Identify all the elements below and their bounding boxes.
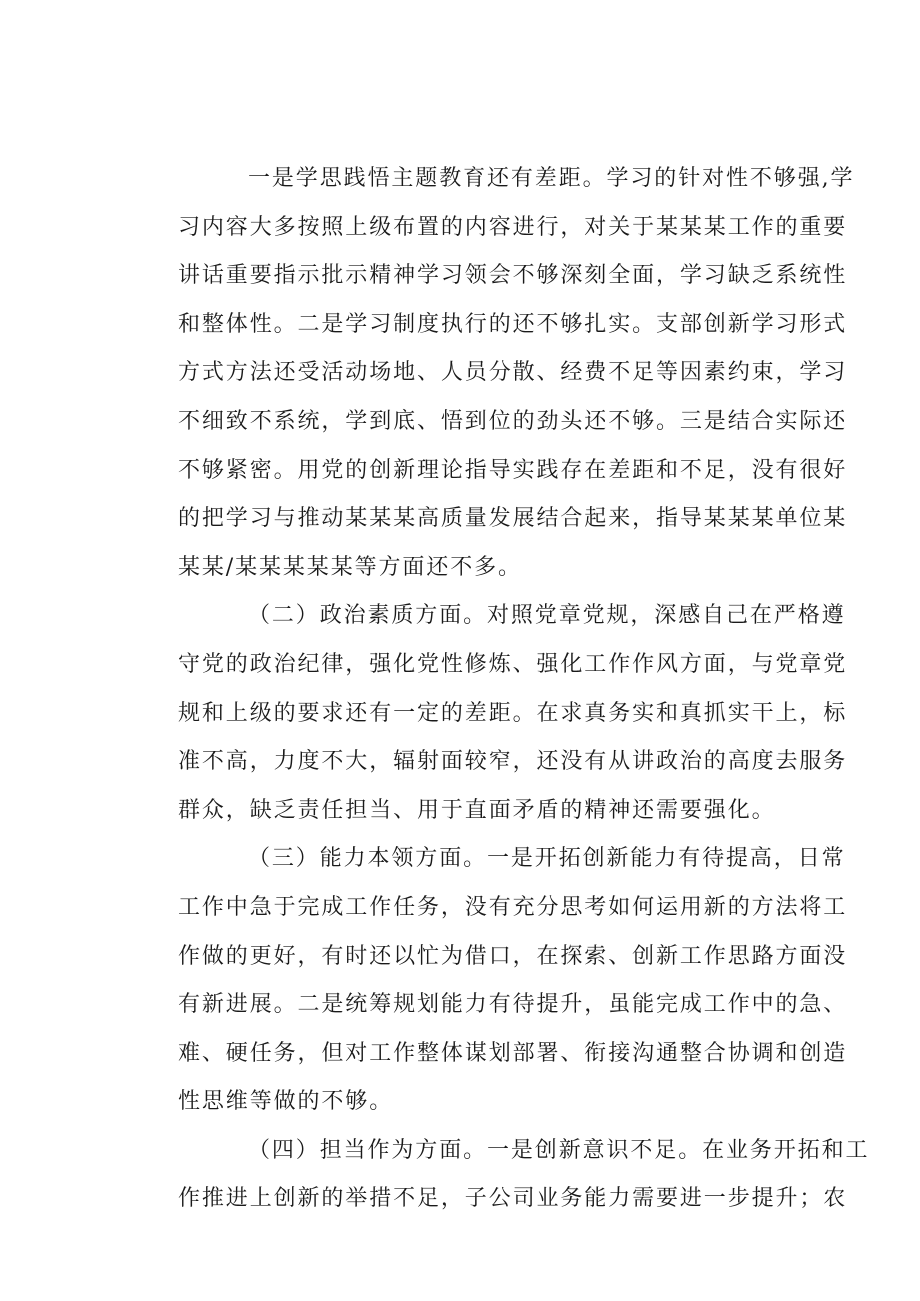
text-line: （二）政治素质方面。对照党章党规，深感自己在严格遵	[248, 603, 846, 629]
text-line: 某某/某某某某某等方面还不多。	[178, 554, 522, 580]
text-line: 和整体性。二是学习制度执行的还不够扎实。支部创新学习形式	[178, 311, 848, 337]
text-line: 难、硬任务，但对工作整体谋划部署、衔接沟通整合协调和创造	[178, 1040, 848, 1066]
text-line: 作推进上创新的举措不足，子公司业务能力需要进一步提升；农	[178, 1186, 848, 1212]
document-body	[134, 155, 870, 1224]
paragraph-ability	[134, 835, 848, 1127]
paragraph-political-quality	[134, 592, 848, 835]
text-line: 工作中急于完成工作任务，没有充分思考如何运用新的方法将工	[178, 894, 848, 920]
text-line: （四）担当作为方面。一是创新意识不足。在业务开拓和工	[248, 1137, 870, 1163]
text-line: 有新进展。二是统筹规划能力有待提升，虽能完成工作中的急、	[178, 992, 848, 1018]
text-line: 守党的政治纪律，强化党性修炼、强化工作作风方面，与党章党	[178, 651, 848, 677]
text-line: （三）能力本领方面。一是开拓创新能力有待提高，日常	[248, 846, 846, 872]
text-line: 群众，缺乏责任担当、用于直面矛盾的精神还需要强化。	[178, 797, 776, 823]
paragraph-study-gap	[134, 155, 855, 592]
text-line: 一是学思践悟主题教育还有差距。学习的针对性不够强,学	[248, 166, 855, 191]
paragraph-responsibility	[134, 1127, 870, 1224]
text-line: 习内容大多按照上级布置的内容进行，对关于某某某工作的重要	[178, 214, 848, 240]
text-line: 性思维等做的不够。	[178, 1089, 394, 1115]
text-line: 讲话重要指示批示精神学习领会不够深刻全面，学习缺乏系统性	[178, 263, 848, 289]
text-line: 规和上级的要求还有一定的差距。在求真务实和真抓实干上，标	[178, 700, 848, 726]
text-line: 不够紧密。用党的创新理论指导实践存在差距和不足，没有很好	[178, 457, 848, 483]
text-line: 方式方法还受活动场地、人员分散、经费不足等因素约束，学习	[178, 360, 848, 386]
text-line: 不细致不系统，学到底、悟到位的劲头还不够。三是结合实际还	[178, 408, 848, 434]
text-line: 作做的更好，有时还以忙为借口，在探索、创新工作思路方面没	[178, 943, 848, 969]
text-line: 的把学习与推动某某某高质量发展结合起来，指导某某某单位某	[178, 506, 848, 532]
text-line: 准不高，力度不大，辐射面较窄，还没有从讲政治的高度去服务	[178, 749, 848, 775]
